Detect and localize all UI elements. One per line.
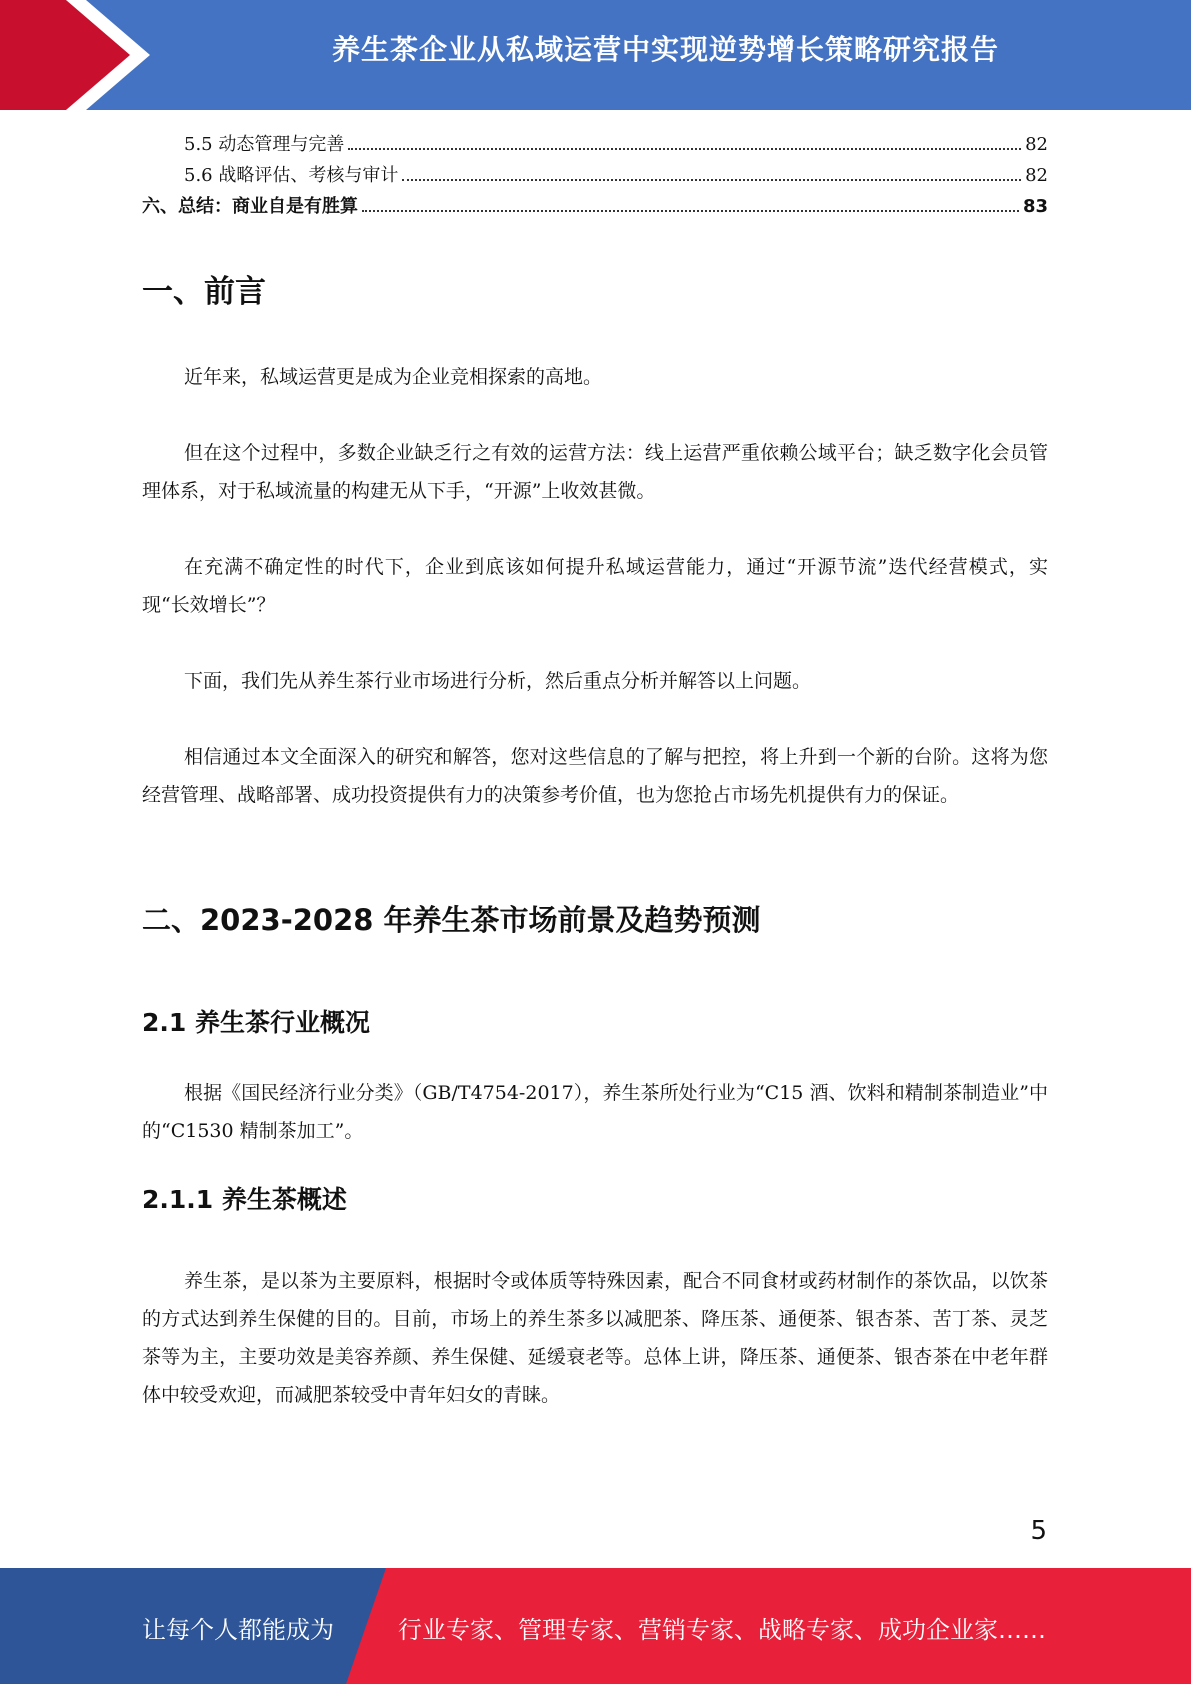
toc-leader-dots	[348, 148, 1021, 150]
section-heading-preface: 一、前言	[142, 274, 266, 310]
section-heading-market: 二、2023-2028 年养生茶市场前景及趋势预测	[142, 903, 761, 937]
footer-slogan-left: 让每个人都能成为	[142, 1616, 334, 1644]
subsubsection-heading: 2.1.1 养生茶概述	[142, 1185, 347, 1214]
toc-entry-page: 82	[1025, 134, 1048, 155]
toc-entry-label: 六、总结：商业自是有胜算	[142, 196, 358, 217]
body-paragraph: 近年来，私域运营更是成为企业竞相探索的高地。	[184, 366, 603, 388]
toc-entry[interactable]	[142, 161, 1048, 192]
table-of-contents	[142, 130, 1048, 223]
toc-leader-dots	[362, 210, 1019, 212]
body-paragraph: 根据《国民经济行业分类》（GB/T4754-2017），养生茶所处行业为“C15 酒、饮料和精制茶制造业”中的“C1530 精制茶加工”。	[142, 1082, 1048, 1142]
body-paragraph: 养生茶，是以茶为主要原料，根据时令或体质等特殊因素，配合不同食材或药材制作的茶饮品，以饮茶的方式达到养生保健的目的。目前，市场上的养生茶多以减肥茶、降压茶、通便茶、银杏茶、苦丁茶、灵芝茶等为主，主要功效是美容养颜、养生保健、延缓衰老等。总体上讲，降压茶、通便茶、银杏茶在中老年群体中较受欢迎，而减肥茶较受中青年妇女的青睐。	[142, 1270, 1048, 1406]
subsection-heading: 2.1 养生茶行业概况	[142, 1008, 370, 1037]
toc-entry[interactable]	[142, 130, 1048, 161]
body-paragraph: 相信通过本文全面深入的研究和解答，您对这些信息的了解与把控，将上升到一个新的台阶。这将为您经营管理、战略部署、成功投资提供有力的决策参考价值，也为您抢占市场先机提供有力的保证。	[142, 746, 1048, 806]
body-paragraph: 下面，我们先从养生茶行业市场进行分析，然后重点分析并解答以上问题。	[184, 670, 812, 692]
page-header	[0, 0, 1191, 110]
toc-entry-page: 82	[1025, 165, 1048, 186]
page-footer	[0, 1568, 1191, 1684]
toc-entry-chapter[interactable]	[142, 192, 1048, 223]
toc-entry-label: 5.6 战略评估、考核与审计	[184, 165, 399, 186]
toc-entry-page: 83	[1022, 196, 1048, 217]
body-paragraph: 在充满不确定性的时代下，企业到底该如何提升私域运营能力，通过“开源节流”迭代经营模式，实现“长效增长”？	[142, 556, 1048, 616]
toc-leader-dots	[402, 179, 1021, 181]
report-title: 养生茶企业从私域运营中实现逆势增长策略研究报告	[331, 33, 999, 66]
toc-entry-label: 5.5 动态管理与完善	[184, 134, 345, 155]
footer-slogan-right: 行业专家、管理专家、营销专家、战略专家、成功企业家……	[398, 1616, 1046, 1644]
page-number: 5	[1030, 1516, 1047, 1546]
body-paragraph: 但在这个过程中，多数企业缺乏行之有效的运营方法：线上运营严重依赖公域平台；缺乏数字化会员管理体系，对于私域流量的构建无从下手，“开源”上收效甚微。	[142, 442, 1048, 502]
